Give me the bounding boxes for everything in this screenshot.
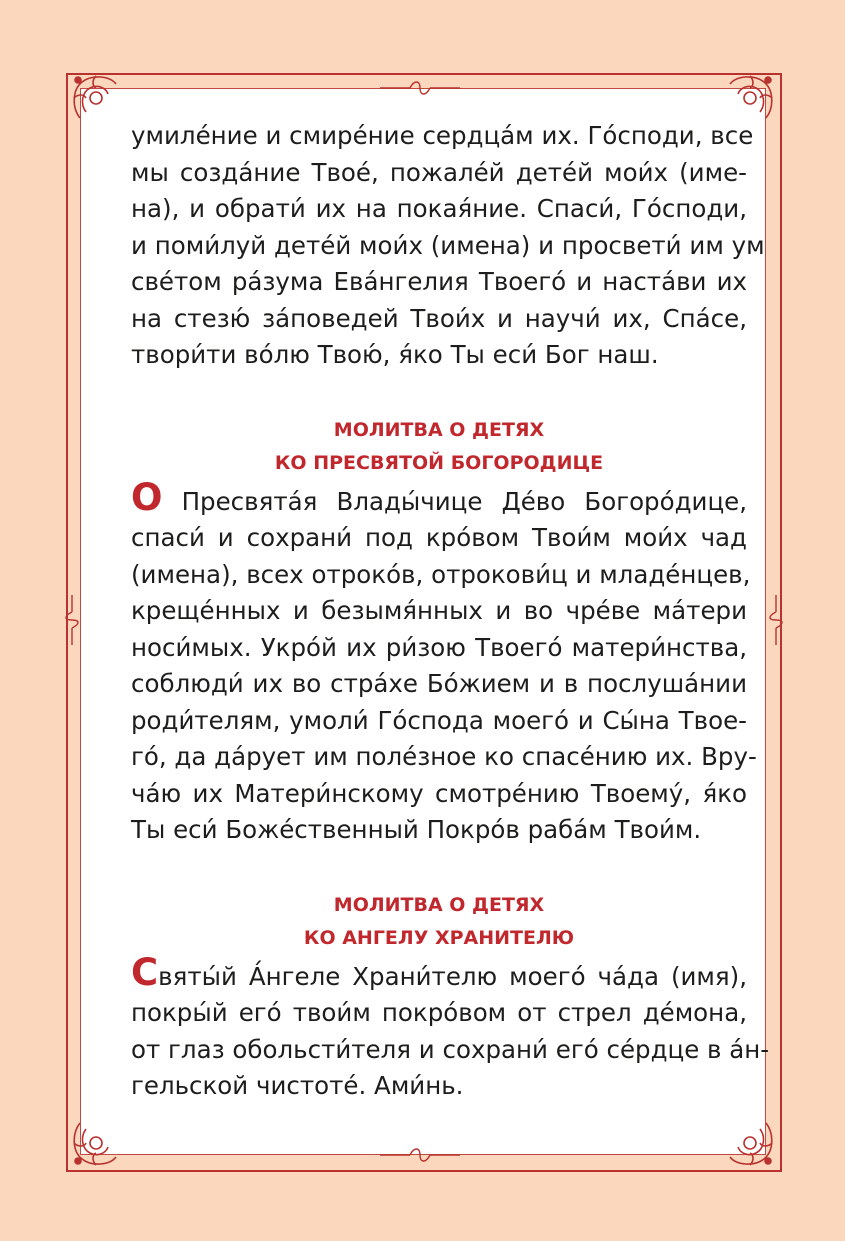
text-line: на стезю́ за́поведей Твои́х и научи́ их, Спа́се,	[131, 303, 747, 333]
text-line: ча́ю их Матери́нскому смотре́нию Твоему́, я́ко	[131, 778, 747, 808]
text-line: спаси́ и сохрани́ под кро́вом Твои́м мои́х чад	[131, 523, 747, 552]
text-line-rest: вяты́й А́нгеле Храни́телю моего́ ча́да (имя),	[158, 961, 747, 991]
text-line: мы созда́ние Твое́, пожале́й дете́й мои́х (име-	[131, 157, 747, 187]
section3-paragraph	[131, 950, 770, 1105]
corner-ornament-icon	[66, 68, 126, 128]
section2-paragraph	[131, 475, 757, 849]
border-ornament-icon	[62, 590, 82, 650]
text-line-first	[131, 950, 747, 996]
text-line: от глаз обольсти́теля и сохрани́ его́ се́рдце в а́н-	[131, 1034, 770, 1064]
corner-ornament-icon	[66, 1113, 126, 1173]
section3-heading-line1: МОЛИТВА О ДЕТЯХ	[333, 893, 545, 916]
section1-paragraph	[131, 118, 765, 374]
text-line: све́том ра́зума Ева́нгелия Твоего́ и наста́ви их	[131, 267, 747, 296]
section2-heading-line1: МОЛИТВА О ДЕТЯХ	[333, 418, 545, 441]
text-line: Ты еси́ Боже́ственный Покро́в раба́м Твои́м.	[131, 815, 702, 844]
border-ornament-icon	[370, 1145, 470, 1165]
text-line: умиле́ние и смире́ние сердца́м их. Го́споди, все	[131, 121, 754, 150]
text-line: гельской чистоте́. Ами́нь.	[131, 1071, 464, 1100]
section2-heading-line2: КО ПРЕСВЯТОЙ БОГОРОДИЦЕ	[274, 451, 604, 474]
text-line: твори́ти во́лю Твою́, я́ко Ты еси́ Бог наш.	[131, 340, 659, 369]
section3-heading-line2: КО АНГЕЛУ ХРАНИТЕЛЮ	[303, 926, 575, 949]
corner-ornament-icon	[720, 1113, 780, 1173]
border-ornament-icon	[370, 78, 470, 98]
text-line: креще́нных и безымя́нных и во чре́ве ма́тери	[131, 596, 747, 625]
text-line-first	[131, 475, 747, 521]
prayer-text	[131, 118, 770, 1105]
text-line: го́, да да́рует им поле́зное ко спасе́нию их. Вру-	[131, 742, 757, 771]
text-line: соблюди́ их во стра́хе Бо́жием и в послуша́нии	[131, 669, 747, 698]
text-line: на), и обрати́ их на покая́ние. Спаси́, Го́споди,	[131, 194, 747, 223]
text-line: (имена), всех отроко́в, отрокови́ц и младе́нцев,	[131, 559, 751, 589]
text-line: и поми́луй дете́й мои́х (имена) и просвети́ им ум	[131, 230, 765, 260]
text-line: роди́телям, умоли́ Го́спода моего́ и Сы́на Твое-	[131, 705, 747, 735]
text-line: покры́й его́ твои́м покро́вом от стрел де́мона,	[131, 998, 747, 1027]
border-ornament-icon	[766, 590, 786, 650]
drop-cap: О	[131, 475, 163, 519]
text-line-rest: Пресвята́я Влады́чице Де́во Богоро́дице,	[162, 486, 747, 516]
text-line: носи́мых. Укро́й их ри́зою Твоего́ матери́нства,	[131, 632, 747, 662]
drop-cap: С	[131, 950, 159, 994]
